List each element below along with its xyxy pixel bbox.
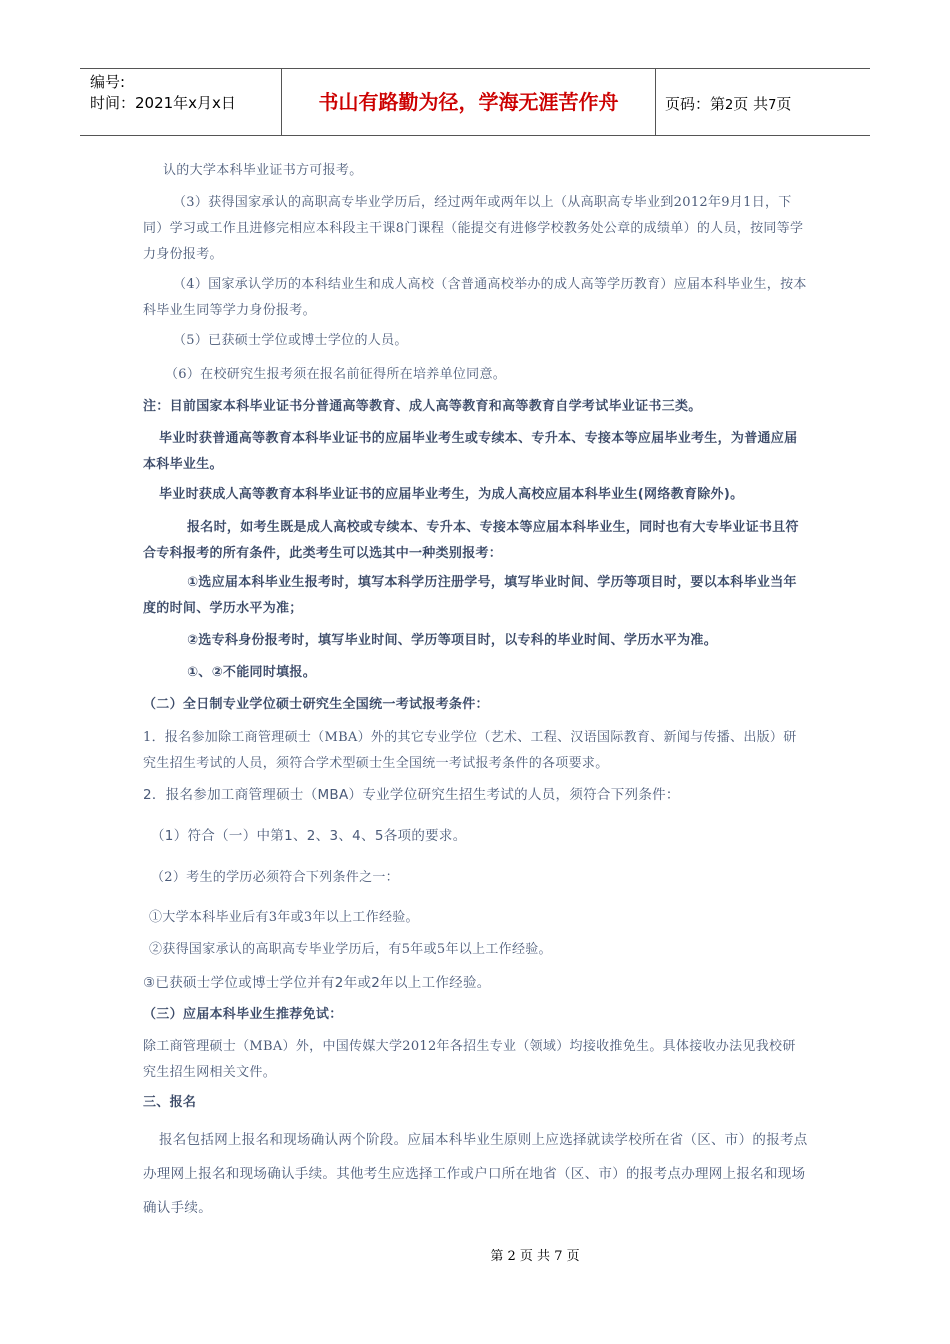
page-footer: 第 2 页 共 7 页 (490, 1249, 580, 1264)
paragraph-11: ②选专科身份报考时，填写毕业时间、学历等项目时，以专科的毕业时间、学历水平为准。 (187, 633, 718, 648)
paragraph-2: （3）获得国家承认的高职高专毕业学历后，经过两年或两年以上（从高职高专毕业到2012年9月1日，下同）学习或工作且进修完相应本科段主干课8门课程（能提交有进修学校教务处公章的成绩单）的人员，按同等学力身份报考。 (143, 195, 804, 262)
paragraph-4: （5）已获硕士学位或博士学位的人员。 (173, 333, 408, 348)
paragraph-8: 毕业时获成人高等教育本科毕业证书的应届毕业考生，为成人高校应届本科毕业生(网络教育除外)。 (159, 487, 744, 502)
note-paragraph: 注：目前国家本科毕业证书分普通高等教育、成人高等教育和高等教育自学考试毕业证书三类。 (143, 399, 702, 414)
paragraph-9: 报名时，如考生既是成人高校或专续本、专升本、专接本等应届本科毕业生，同时也有大专毕业证书且符合专科报考的所有条件，此类考生可以选其中一种类别报考： (143, 520, 799, 561)
code-label: 编号: (90, 73, 126, 91)
time-label: 时间：2021年x月x日 (90, 94, 236, 112)
page-header (80, 68, 870, 136)
paragraph-16: （1）符合（一）中第1、2、3、4、5各项的要求。 (151, 828, 467, 844)
header-divider-right (655, 69, 656, 135)
paragraph-18: ①大学本科毕业后有3年或3年以上工作经验。 (149, 910, 419, 925)
paragraph-5: （6）在校研究生报考须在报名前征得所在培养单位同意。 (165, 367, 507, 382)
paragraph-22: 除工商管理硕士（MBA）外，中国传媒大学2012年各招生专业（领域）均接收推免生。具体接收办法见我校研究生招生网相关文件。 (143, 1039, 796, 1080)
paragraph-19: ②获得国家承认的高职高专毕业学历后，有5年或5年以上工作经验。 (149, 942, 552, 957)
paragraph-14: 1．报名参加除工商管理硕士（MBA）外的其它专业学位（艺术、工程、汉语国际教育、新闻与传播、出版）研究生招生考试的人员，须符合学术型硕士生全国统一考试报考条件的各项要求。 (143, 730, 797, 771)
page-prefix: 页码：第 (665, 95, 726, 113)
section-heading-registration: 三、报名 (143, 1095, 197, 1110)
section-heading-3: （三）应届本科毕业生推荐免试： (143, 1007, 343, 1022)
paragraph-20: ③已获硕士学位或博士学位并有2年或2年以上工作经验。 (143, 975, 491, 991)
header-page-number (665, 69, 791, 135)
page-total: 7 (768, 98, 777, 113)
paragraph-17: （2）考生的学历必须符合下列条件之一： (151, 870, 399, 885)
page-mid: 页 共 (733, 95, 769, 113)
paragraph-1: 认的大学本科毕业证书方可报考。 (163, 163, 363, 178)
paragraph-3: （4）国家承认学历的本科结业生和成人高校（含普通高校举办的成人高等学历教育）应届本科毕业生，按本科毕业生同等学力身份报考。 (143, 277, 807, 318)
section-heading-2: （二）全日制专业学位硕士研究生全国统一考试报考条件： (143, 697, 489, 712)
page-suffix: 页 (776, 95, 792, 113)
header-motto: 书山有路勤为径，学海无涯苦作舟 (318, 90, 619, 114)
paragraph-12: ①、②不能同时填报。 (187, 665, 317, 680)
paragraph-7: 毕业时获普通高等教育本科毕业证书的应届毕业考生或专续本、专升本、专接本等应届毕业考生，为普通应届本科毕业生。 (143, 431, 798, 472)
paragraph-10: ①选应届本科毕业生报考时，填写本科学历注册学号，填写毕业时间、学历等项目时，要以本科毕业当年度的时间、学历水平为准； (143, 575, 797, 616)
paragraph-15: 2．报名参加工商管理硕士（MBA）专业学位研究生招生考试的人员，须符合下列条件： (143, 787, 680, 803)
header-meta (90, 72, 280, 114)
paragraph-24: 报名包括网上报名和现场确认两个阶段。应届本科毕业生原则上应选择就读学校所在省（区、市）的报考点办理网上报名和现场确认手续。其他考生应选择工作或户口所在地省（区、市）的报考点办理网上报名和现场确认手续。 (143, 1132, 808, 1216)
page-current: 2 (725, 98, 734, 113)
